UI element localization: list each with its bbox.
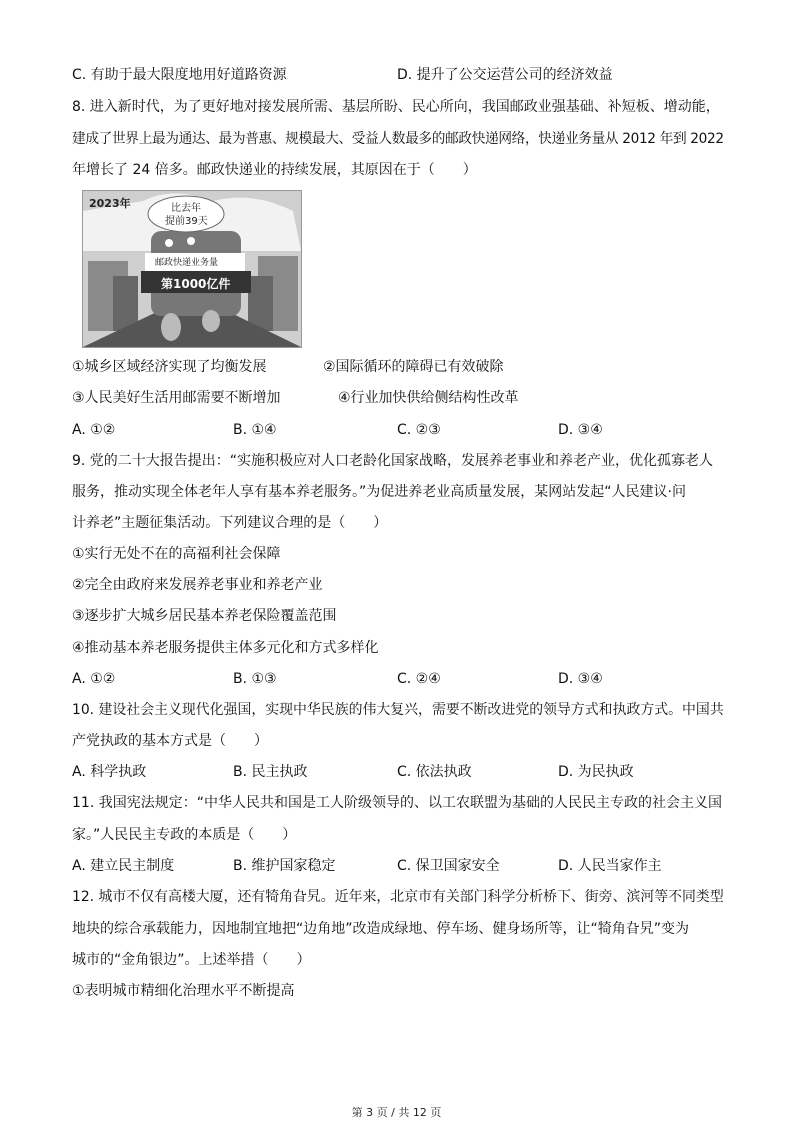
q8-statement-1: ①城乡区域经济实现了均衡发展 (72, 359, 267, 375)
q9-statement-4: ④推动基本养老服务提供主体多元化和方式多样化 (72, 640, 379, 656)
q11-option-a: A. 建立民主制度 (72, 858, 175, 874)
q8-cartoon-image (82, 190, 302, 348)
q8-option-b: B. ①④ (233, 422, 277, 438)
q9-statement-1: ①实行无处不在的高福利社会保障 (72, 546, 281, 562)
cartoon-sign-top: 邮政快递业务量 (155, 258, 219, 268)
q8-statement-2: ②国际循环的障碍已有效破除 (323, 359, 504, 375)
q9-option-a: A. ①② (72, 671, 116, 687)
q11-option-b: B. 维护国家稳定 (233, 858, 336, 874)
cartoon-sign-main: 第1000亿件 (161, 277, 231, 291)
q9-line: 9. 党的二十大报告提出：“实施积极应对人口老龄化国家战略，发展养老事业和养老产业，优化孤寡老人 (72, 453, 714, 469)
q12-line: 城市的“金角银边”。上述举措（ ） (72, 952, 311, 968)
q10-option-d: D. 为民执政 (558, 764, 634, 780)
q7-option-c: C. 有助于最大限度地用好道路资源 (72, 67, 287, 83)
q7-option-d: D. 提升了公交运营公司的经济效益 (397, 67, 613, 83)
q12-line: 12. 城市不仅有高楼大厦，还有犄角旮旯。近年来，北京市有关部门科学分析桥下、街旁、滨河等不同类型 (72, 889, 724, 905)
q8-option-a: A. ①② (72, 422, 116, 438)
page-footer: 第 3 页 / 共 12 页 (351, 1106, 442, 1119)
q8-line: 年增长了 24 倍多。邮政快递业的持续发展，其原因在于（ ） (72, 162, 477, 178)
q11-option-c: C. 保卫国家安全 (397, 858, 500, 874)
cartoon-bubble-line2: 提前39天 (165, 216, 208, 227)
q12-line: 地块的综合承载能力，因地制宜地把“边角地”改造成绿地、停车场、健身场所等，让“犄角旮旯”变为 (72, 921, 690, 937)
q8-line: 8. 进入新时代，为了更好地对接发展所需、基层所盼、民心所向，我国邮政业强基础、补短板、增动能， (72, 99, 720, 115)
q9-option-b: B. ①③ (233, 671, 277, 687)
q9-statement-2: ②完全由政府来发展养老事业和养老产业 (72, 577, 323, 593)
q8-statement-3: ③人民美好生活用邮需要不断增加 (72, 390, 281, 406)
q10-option-a: A. 科学执政 (72, 764, 147, 780)
q10-option-c: C. 依法执政 (397, 764, 472, 780)
q11-line: 11. 我国宪法规定：“中华人民共和国是工人阶级领导的、以工农联盟为基础的人民民主专政的社会主义国 (72, 795, 722, 811)
q11-line: 家。”人民民主专政的本质是（ ） (72, 827, 297, 843)
q9-option-d: D. ③④ (558, 671, 603, 687)
q9-line: 服务，推动实现全体老年人享有基本养老服务。”为促进养老业高质量发展，某网站发起“人民建议·问 (72, 484, 686, 500)
q8-option-c: C. ②③ (397, 422, 441, 438)
q9-line: 计养老”主题征集活动。下列建议合理的是（ ） (72, 515, 388, 531)
cartoon-year: 2023年 (89, 197, 131, 210)
q9-statement-3: ③逐步扩大城乡居民基本养老保险覆盖范围 (72, 608, 337, 624)
q10-line: 10. 建设社会主义现代化强国，实现中华民族的伟大复兴，需要不断改进党的领导方式和执政方式。中国共 (72, 702, 724, 718)
q8-line: 建成了世界上最为通达、最为普惠、规模最大、受益人数最多的邮政快递网络，快递业务量从 2012 年到 2022 (72, 131, 724, 147)
q10-line: 产党执政的基本方式是（ ） (72, 733, 268, 749)
q12-statement-1: ①表明城市精细化治理水平不断提高 (72, 983, 295, 999)
q9-option-c: C. ②④ (397, 671, 441, 687)
q8-option-d: D. ③④ (558, 422, 603, 438)
q10-option-b: B. 民主执政 (233, 764, 308, 780)
q11-option-d: D. 人民当家作主 (558, 858, 662, 874)
cartoon-bubble-line1: 比去年 (171, 203, 201, 214)
q8-statement-4: ④行业加快供给侧结构性改革 (338, 390, 519, 406)
